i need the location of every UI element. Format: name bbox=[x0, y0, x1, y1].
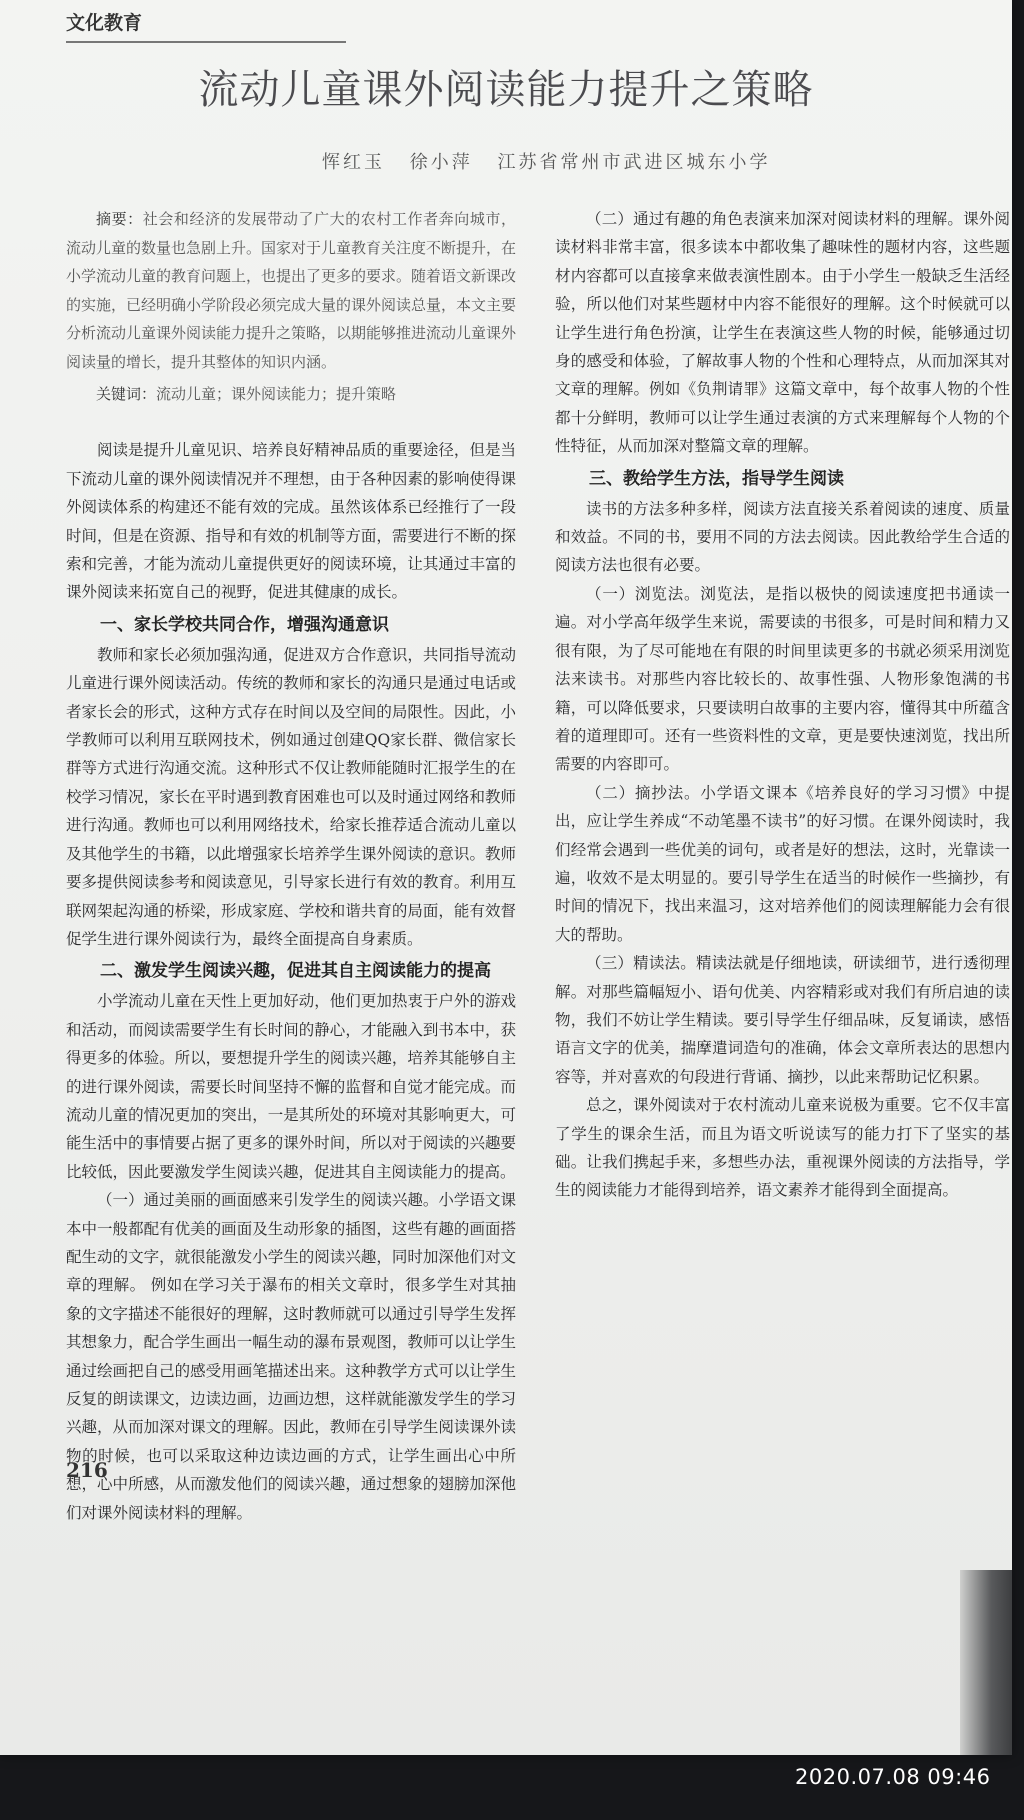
author-name: 恽红玉 bbox=[322, 152, 385, 173]
keywords-label: 关键词： bbox=[96, 385, 157, 403]
conclusion-paragraph: 总之，课外阅读对于农村流动儿童来说极为重要。它不仅丰富了学生的课余生活，而且为语文听说读写的能力打下了坚实的基础。让我们携起手来，多想些办法，重视课外阅读的方法指导，学生的阅读能力才能得到培养，语文素养才能得到全面提高。 bbox=[555, 1096, 1010, 1200]
intro-paragraph: 阅读是提升儿童见识、培养良好精神品质的重要途径，但是当下流动儿童的课外阅读情况并不理想，由于各种因素的影响使得课外阅读体系的构建还不能有效的完成。虽然该体系已经推行了一段时间，但是在资源、指导和有效的机制等方面，需要进行不断的探索和完善，才能为流动儿童提供更好的阅读环境，让其通过丰富的课外阅读来拓宽自己的视野，促进其健康的成长。 bbox=[66, 441, 516, 602]
section-2-paragraph-3: （二）通过有趣的角色表演来加深对阅读材料的理解。课外阅读材料非常丰富，很多读本中都收集了趣味性的题材内容，这些题材内容都可以直接拿来做表演性剧本。由于小学生一般缺乏生活经验，所以他们对某些题材中内容不能很好的理解。这个时候就可以让学生进行角色扮演，让学生在表演这些人物的时候，能够通过切身的感受和体验，了解故事人物的个性和心理特点，从而加深其对文章的理解。例如《负荆请罪》这篇文章中，每个故事人物的个性都十分鲜明，教师可以让学生通过表演的方式来理解每个人物的个性特征，从而加深对整篇文章的理解。 bbox=[555, 210, 1010, 456]
section-2-paragraph-1: 小学流动儿童在天性上更加好动，他们更加热衷于户外的游戏和活动，而阅读需要学生有长时间的静心，才能融入到书本中，获得更多的体验。所以，要想提升学生的阅读兴趣，培养其能够自主的进行课外阅读，需要长时间坚持不懈的监督和自觉才能完成。而流动儿童的情况更加的突出，一是其所处的环境对其影响更大，可能生活中的事情要占据了更多的课外时间，所以对于阅读的兴趣要比较低，因此要激发学生阅读兴趣，促进其自主阅读能力的提高。 bbox=[66, 992, 516, 1181]
abstract-text: 社会和经济的发展带动了广大的农村工作者奔向城市，流动儿童的数量也急剧上升。国家对于儿童教育关注度不断提升，在小学流动儿童的教育问题上，也提出了更多的要求。随着语文新课改的实施，已经明确小学阶段必须完成大量的课外阅读总量，本文主要分析流动儿童课外阅读能力提升之策略，以期能够推进流动儿童课外阅读量的增长，提升其整体的知识内涵。 bbox=[66, 210, 517, 371]
page-number: 216 bbox=[66, 1458, 108, 1482]
section-3-paragraph-2: （一）浏览法。浏览法，是指以极快的阅读速度把书通读一遍。对小学高年级学生来说，需要读的书很多，可是时间和精力又很有限，为了尽可能地在有限的时间里读更多的书就必须采用浏览法来读书。对那些内容比较长的、故事性强、人物形象饱满的书籍，可以降低要求，只要读明白故事的主要内容，懂得其中所蕴含着的道理即可。还有一些资料性的文章，更是要快速浏览，找出所需要的内容即可。 bbox=[555, 584, 1010, 774]
section-3-paragraph-1: 读书的方法多种多样，阅读方法直接关系着阅读的速度、质量和效益。不同的书，要用不同的方法去阅读。因此教给学生合适的阅读方法也很有必要。 bbox=[555, 499, 1010, 575]
page-shadow bbox=[960, 1570, 1012, 1755]
section-heading-2: 二、激发学生阅读兴趣，促进其自主阅读能力的提高 bbox=[100, 961, 491, 982]
section-3-paragraph-3: （二）摘抄法。小学语文课本《培养良好的学习习惯》中提出，应让学生养成“不动笔墨不读书”的好习惯。在课外阅读时，我们经常会遇到一些优美的词句，或者是好的想法，这时，光靠读一遍，收效不是太明显的。要引导学生在适当的时候作一些摘抄，有时间的情况下，找出来温习，这对培养他们的阅读理解能力会有很大的帮助。 bbox=[555, 783, 1010, 944]
section-tag: 文化教育 bbox=[66, 8, 346, 43]
right-column bbox=[555, 205, 1010, 1205]
section-3-paragraph-4: （三）精读法。精读法就是仔细地读，研读细节，进行透彻理解。对那些篇幅短小、语句优美、内容精彩或对我们有所启迪的读物，我们不妨让学生精读。要引导学生仔细品味，反复诵读，感悟语言文字的优美，揣摩遣词造句的准确，体会文章所表达的思想内容等，并对喜欢的句段进行背诵、摘抄，以此来帮助记忆积累。 bbox=[555, 954, 1010, 1086]
abstract-label: 摘要： bbox=[96, 210, 143, 228]
keywords bbox=[66, 380, 516, 408]
author-affiliation: 江苏省常州市武进区城东小学 bbox=[497, 152, 771, 173]
section-heading-3: 三、教给学生方法，指导学生阅读 bbox=[589, 468, 844, 489]
author-name: 徐小萍 bbox=[409, 152, 473, 173]
section-2-paragraph-2: （一）通过美丽的画面感来引发学生的阅读兴趣。小学语文课本中一般都配有优美的画面及生动形象的插图，这些有趣的画面搭配生动的文字，就很能激发小学生的阅读兴趣，同时加深他们对文章的理解。 例如在学习关于瀑布的相关文章时，很多学生对其抽象的文字描述不能很好的理解，这时教师就可以通过引导学生发挥其想象力，配合学生画出一幅生动的瀑布景观图，教师可以让学生通过绘画把自己的感受用画笔描述出来。这种教学方式可以让学生反复的朗读课文，边读边画，边画边想，这样就能激发学生的学习兴趣，从而加深对课文的理解。因此，教师在引导学生阅读课外读物的时候，也可以采取这种边读边画的方式，让学生画出心中所想，心中所感，从而激发他们的阅读兴趣，通过想象的翅膀加深他们对课外阅读材料的理解。 bbox=[66, 1191, 516, 1522]
section-heading-1: 一、家长学校共同合作，增强沟通意识 bbox=[100, 614, 389, 635]
spacer bbox=[66, 408, 516, 436]
author-line bbox=[322, 148, 982, 174]
section-1-paragraph: 教师和家长必须加强沟通，促进双方合作意识，共同指导流动儿童进行课外阅读活动。传统的教师和家长的沟通只是通过电话或者家长会的形式，这种方式存在时间以及空间的局限性。因此，小学教师可以利用互联网技术，例如通过创建QQ家长群、微信家长群等方式进行沟通交流。这种形式不仅让教师能随时汇报学生的在校学习情况，家长在平时遇到教育困难也可以及时通过网络和教师进行沟通。教师也可以利用网络技术，给家长推荐适合流动儿童以及其他学生的书籍，以此增强家长培养学生课外阅读的意识。教师要多提供阅读参考和阅读意见，引导家长进行有效的教育。利用互联网架起沟通的桥梁，形成家庭、学校和谐共育的局面，能有效督促学生进行课外阅读行为，最终全面提高自身素质。 bbox=[66, 645, 516, 948]
left-column bbox=[66, 205, 516, 1527]
photo-timestamp: 2020.07.08 09:46 bbox=[795, 1765, 991, 1789]
keywords-text: 流动儿童；课外阅读能力；提升策略 bbox=[156, 385, 397, 403]
article-title: 流动儿童课外阅读能力提升之策略 bbox=[198, 67, 814, 113]
abstract bbox=[66, 205, 516, 376]
